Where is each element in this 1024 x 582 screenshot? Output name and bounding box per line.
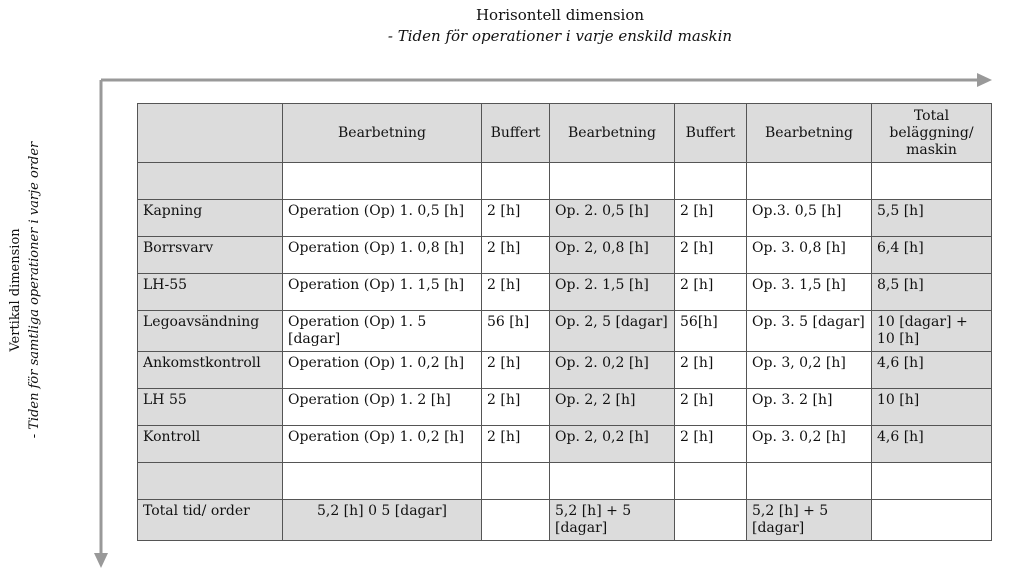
table-cell: Op. 2. 0,5 [h] [550,200,675,237]
table-cell [482,500,550,541]
table-cell: Op. 3, 0,2 [h] [747,352,872,389]
table-cell: 2 [h] [482,389,550,426]
table-cell [872,163,992,200]
table-cell: 10 [h] [872,389,992,426]
row-label: Legoavsändning [138,311,283,352]
table-cell: 5,2 [h] 0 5 [dagar] [283,500,482,541]
table-cell: Operation (Op) 1. 0,8 [h] [283,237,482,274]
horizontal-arrow-head [977,73,992,87]
table-cell [675,163,747,200]
header-cell-bearbetning-3: Bearbetning [747,104,872,163]
table-row-kapning [138,200,992,237]
table-cell: 4,6 [h] [872,352,992,389]
table-cell: Op. 3. 0,2 [h] [747,426,872,463]
table-cell: Op. 3. 0,8 [h] [747,237,872,274]
row-label: Total tid/ order [138,500,283,541]
table-cell: 56 [h] [482,311,550,352]
table-row-legoavsandning [138,311,992,352]
table-cell [675,463,747,500]
table-cell: 5,2 [h] + 5 [dagar] [747,500,872,541]
row-label: LH 55 [138,389,283,426]
table-cell: Op. 2. 1,5 [h] [550,274,675,311]
table-cell: Operation (Op) 1. 0,2 [h] [283,426,482,463]
table-cell: Operation (Op) 1. 2 [h] [283,389,482,426]
table-cell [872,463,992,500]
table-cell [283,463,482,500]
horizontal-dimension-title: Horisontell dimension [475,6,645,24]
table-cell: 8,5 [h] [872,274,992,311]
table-cell [138,163,283,200]
table-cell [482,163,550,200]
row-label: Kontroll [138,426,283,463]
vertical-dimension-subtitle: - Tiden för samtliga operationer i varje order [27,141,42,439]
table-cell: 10 [dagar] + 10 [h] [872,311,992,352]
table-row-kontroll [138,426,992,463]
table-cell [747,463,872,500]
table-row-lh-55-second [138,389,992,426]
header-cell-buffert-1: Buffert [482,104,550,163]
table-cell: Operation (Op) 1. 0,2 [h] [283,352,482,389]
table-cell: Op. 2, 0,2 [h] [550,426,675,463]
table-cell: Op. 2, 0,8 [h] [550,237,675,274]
vertical-dimension-title: Vertikal dimension [8,228,23,352]
table-cell: Op. 2, 2 [h] [550,389,675,426]
table-row-ankomstkontroll [138,352,992,389]
horizontal-dimension-subtitle: - Tiden för operationer i varje enskild maskin [387,27,733,45]
table-cell: 2 [h] [675,389,747,426]
row-label: Ankomstkontroll [138,352,283,389]
table-row-empty-bottom [138,463,992,500]
table-cell [550,163,675,200]
table-row-empty-top [138,163,992,200]
table-cell [482,463,550,500]
table-cell: 2 [h] [482,352,550,389]
table-cell [872,500,992,541]
table-cell [747,163,872,200]
table-cell: 4,6 [h] [872,426,992,463]
table-row-borrsvarv [138,237,992,274]
table-cell: 56[h] [675,311,747,352]
row-label: Kapning [138,200,283,237]
header-cell-buffert-2: Buffert [675,104,747,163]
table-cell: Operation (Op) 1. 0,5 [h] [283,200,482,237]
table-cell [550,463,675,500]
table-cell [675,500,747,541]
table-cell: Op. 2, 5 [dagar] [550,311,675,352]
table-cell [138,463,283,500]
table-cell: 2 [h] [675,237,747,274]
table-cell: Op. 2. 0,2 [h] [550,352,675,389]
operations-table [137,103,992,541]
table-cell: 2 [h] [482,274,550,311]
table-cell: 2 [h] [675,426,747,463]
table-cell: 2 [h] [482,237,550,274]
table-cell: Op. 3. 2 [h] [747,389,872,426]
header-cell-bearbetning-2: Bearbetning [550,104,675,163]
header-cell-bearbetning-1: Bearbetning [283,104,482,163]
table-cell: Op.3. 0,5 [h] [747,200,872,237]
table-cell: Operation (Op) 1. 1,5 [h] [283,274,482,311]
table-cell: 6,4 [h] [872,237,992,274]
table-cell: 5,5 [h] [872,200,992,237]
table-cell: 2 [h] [675,352,747,389]
header-cell-total: Total beläggning/ maskin [872,104,992,163]
table-cell: Op. 3. 5 [dagar] [747,311,872,352]
row-label: LH-55 [138,274,283,311]
table-cell: 2 [h] [482,200,550,237]
table-header-row [138,104,992,163]
table-cell: 2 [h] [675,274,747,311]
row-label: Borrsvarv [138,237,283,274]
table-cell [283,163,482,200]
table-row-total [138,500,992,541]
table-cell: 2 [h] [675,200,747,237]
table-cell: 5,2 [h] + 5 [dagar] [550,500,675,541]
header-cell-corner [138,104,283,163]
table-row-lh-55 [138,274,992,311]
vertical-arrow-head [94,553,108,568]
table-cell: Op. 3. 1,5 [h] [747,274,872,311]
table-cell: 2 [h] [482,426,550,463]
table-cell: Operation (Op) 1. 5 [dagar] [283,311,482,352]
